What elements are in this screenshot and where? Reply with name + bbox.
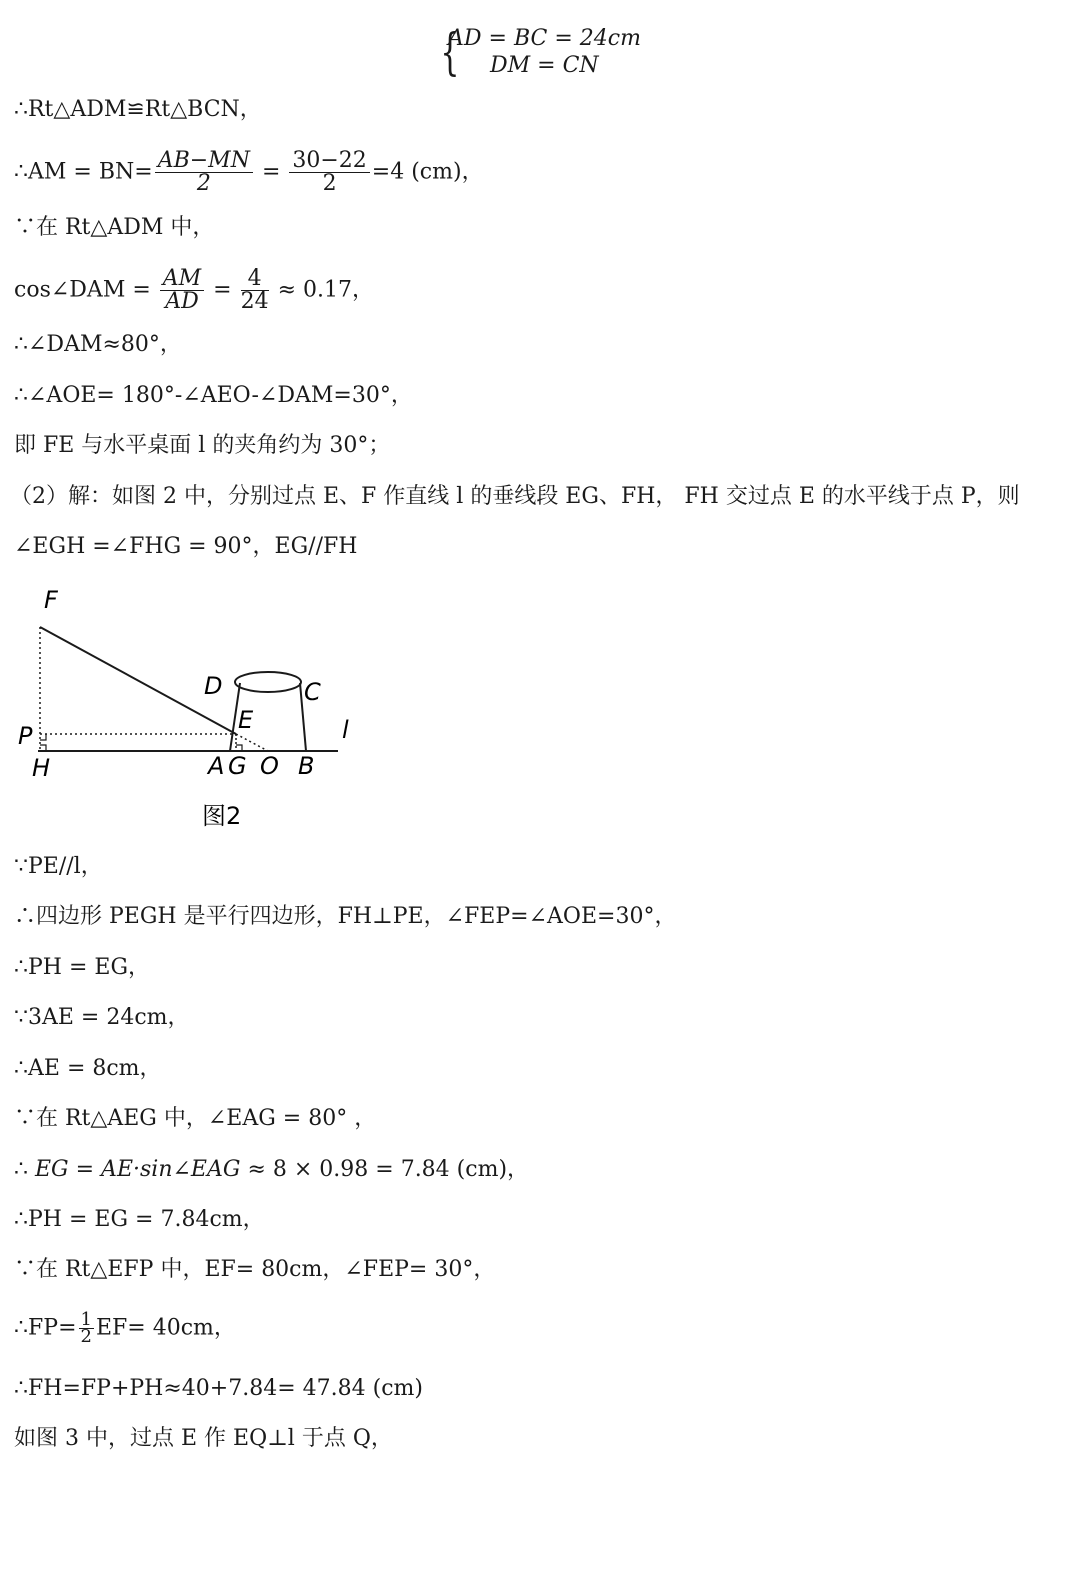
text-line: ∴∠AOE= 180°-∠AEO-∠DAM=30°， <box>14 383 413 408</box>
text-segment: = <box>206 277 239 303</box>
text-line: ∠EGH =∠FHG = 90°，EG//FH <box>14 534 358 559</box>
label-e: E <box>238 706 254 734</box>
segment-eo <box>236 734 268 751</box>
text-line: （2）解：如图 2 中，分别过点 E、F 作直线 l 的垂线段 EG、FH， FH 交过点 E 的水平线于点 P，则 <box>10 484 1020 509</box>
numerator: AM <box>160 268 204 291</box>
text-line: 即 FE 与水平桌面 l 的夹角约为 30°； <box>14 433 391 458</box>
denominator: 24 <box>240 289 269 314</box>
text-segment: = <box>254 159 288 185</box>
text-line: 如图 3 中，过点 E 作 EQ⊥l 于点 Q， <box>14 1426 393 1451</box>
math-line-fp <box>14 1309 236 1347</box>
text-segment: cos∠DAM = <box>14 277 158 303</box>
text-segment: ≈ 0.17， <box>270 277 375 303</box>
text-line: ∵在 Rt△ADM 中， <box>14 215 215 240</box>
numerator: 30−22 <box>289 150 369 173</box>
text-segment: ∴ <box>14 1157 35 1182</box>
text-line: ∵PE//l， <box>14 854 103 879</box>
text-line: ∴FH=FP+PH≈40+7.84= 47.84 (cm) <box>14 1376 423 1401</box>
text-segment: ≈ 8 × 0.98 = 7.84 (cm)， <box>240 1157 530 1182</box>
label-h: H <box>32 754 51 782</box>
equation-line-1: AD = BC = 24cm <box>448 26 641 51</box>
fraction <box>79 1309 94 1347</box>
left-brace: { <box>440 23 460 81</box>
math-line-cos <box>14 268 374 313</box>
text-segment: =4 (cm)， <box>371 159 484 185</box>
text-segment: EF= 40cm， <box>95 1315 236 1341</box>
label-p: P <box>18 722 33 750</box>
denominator: AD <box>165 289 199 314</box>
text-line: ∴四边形 PEGH 是平行四边形，FH⊥PE，∠FEP=∠AOE=30°， <box>14 904 677 929</box>
label-c: C <box>304 678 321 706</box>
text-segment: ∴AM = BN= <box>14 159 153 185</box>
numerator: 1 <box>80 1309 92 1330</box>
text-line: ∵在 Rt△EFP 中，EF= 80cm，∠FEP= 30°， <box>14 1257 496 1282</box>
right-angle-mark-p <box>40 734 46 740</box>
top-ellipse <box>235 672 301 692</box>
text-line: ∴Rt△ADM≌Rt△BCN， <box>14 97 262 122</box>
label-o: O <box>260 752 279 780</box>
math-line-am-bn <box>14 150 484 195</box>
text-line: ∵在 Rt△AEG 中，∠EAG = 80° ， <box>14 1106 377 1131</box>
label-a: A <box>208 752 225 780</box>
equation-line-2: DM = CN <box>490 53 599 78</box>
text-segment: ∴FP= <box>14 1315 77 1341</box>
denominator: 2 <box>196 171 211 196</box>
label-b: B <box>298 752 315 780</box>
fraction <box>155 150 253 195</box>
fraction <box>289 150 369 195</box>
fraction <box>241 268 269 313</box>
text-line: ∴AE = 8cm， <box>14 1056 162 1081</box>
italic-expression: EG = AE·sin∠EAG <box>35 1157 241 1182</box>
denominator: 2 <box>322 171 337 196</box>
label-l: l <box>342 716 349 744</box>
label-g: G <box>228 752 247 780</box>
text-line: ∵3AE = 24cm， <box>14 1005 190 1030</box>
denominator: 2 <box>80 1326 92 1347</box>
math-line-eg <box>14 1155 529 1185</box>
text-line: ∴PH = EG， <box>14 955 151 980</box>
text-line: ∴PH = EG = 7.84cm， <box>14 1207 265 1232</box>
label-d: D <box>204 672 223 700</box>
figure-2-diagram <box>0 580 400 840</box>
label-f: F <box>44 586 58 614</box>
text-line: ∴∠DAM≈80°， <box>14 332 182 357</box>
numerator: 4 <box>241 268 269 291</box>
fraction <box>160 268 204 313</box>
numerator: AB−MN <box>155 150 253 173</box>
figure-caption: 图2 <box>202 802 242 830</box>
